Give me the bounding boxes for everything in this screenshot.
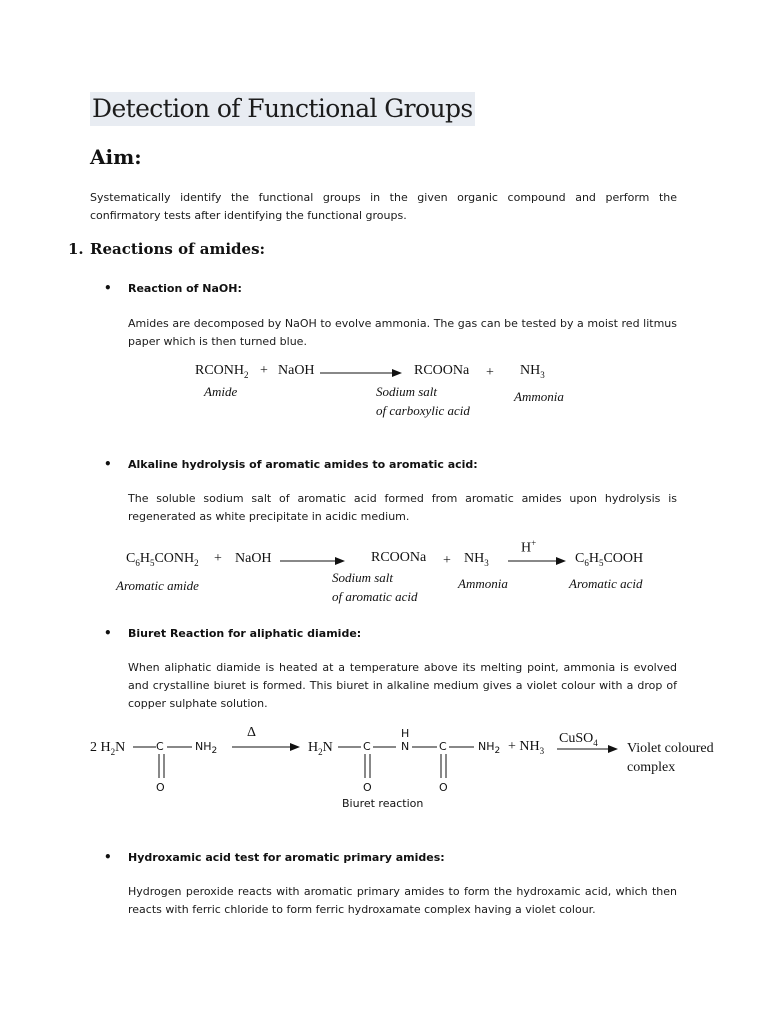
eq2-reactant-aromatic-amide: $C_6H_5CONH_2$ bbox=[126, 551, 199, 568]
eq2-reactant-naoh: NaOH bbox=[235, 551, 272, 566]
eq3-c-1: C bbox=[156, 740, 164, 753]
hydroxamic-text: Hydrogen peroxide reacts with aromatic primary amides to form the hydroxamic acid, which then reacts with ferric chloride to form ferric hydroxamate complex having a violet colour. bbox=[128, 885, 677, 916]
eq3-caption: Biuret reaction bbox=[342, 797, 424, 810]
eq3-result-line2: complex bbox=[627, 760, 676, 775]
eq1-label-amide: Amide bbox=[204, 384, 238, 399]
eq3-n: N bbox=[401, 740, 410, 753]
bullet-heading: Hydroxamic acid test for aromatic primary amides: bbox=[128, 851, 445, 864]
eq1-product-ammonia: $NH_3$ bbox=[520, 363, 545, 380]
eq2-label-salt: Sodium salt bbox=[332, 570, 394, 585]
eq3-result: Violet coloured bbox=[627, 741, 714, 756]
eq3-h2n: $H_2N$ bbox=[308, 740, 333, 757]
eq2-catalyst: H+ bbox=[521, 538, 537, 556]
eq3-nh2-2: $NH_2$ bbox=[478, 740, 501, 757]
bullet-heading: Reaction of NaOH: bbox=[128, 282, 242, 295]
eq2-plus-2: + bbox=[443, 553, 451, 568]
eq1-reactant-amide: $RCONH_2$ bbox=[195, 363, 249, 380]
eq2-product-salt: RCOONa bbox=[371, 550, 427, 565]
eq3-o-3: O bbox=[439, 781, 448, 794]
naoh-text: Amides are decomposed by NaOH to evolve ammonia. The gas can be tested by a moist red litmus paper which is then turned blue. bbox=[128, 317, 677, 348]
section-title: Reactions of amides: bbox=[90, 240, 266, 258]
bullet-dot: • bbox=[104, 457, 112, 471]
eq1-label-salt: Sodium salt bbox=[376, 384, 438, 399]
eq2-label-ammonia: Ammonia bbox=[458, 576, 508, 591]
eq2-label-aromatic-acid: Aromatic acid bbox=[569, 576, 643, 591]
eq3-reactant-coef: 2 $H_2N$ bbox=[90, 740, 126, 757]
bullet-dot: • bbox=[104, 626, 112, 640]
eq1-label-salt-line2: of carboxylic acid bbox=[376, 403, 470, 418]
eq3-plus-nh3: + $NH_3$ bbox=[508, 739, 545, 756]
eq3-nh2-1: $NH_2$ bbox=[195, 740, 218, 757]
eq2-label-aromatic-amide: Aromatic amide bbox=[116, 578, 199, 593]
biuret-text: When aliphatic diamide is heated at a temperature above its melting point, ammonia is evolved and crystalline biuret is formed. This biuret in alkaline medium gives a violet colour with a drop of copper sulphate solution. bbox=[128, 661, 677, 710]
eq2-label-salt-line2: of aromatic acid bbox=[332, 589, 418, 604]
aim-heading: Aim: bbox=[90, 145, 142, 169]
page-title: Detection of Functional Groups bbox=[90, 92, 475, 126]
eq1-plus-2: + bbox=[486, 365, 494, 380]
bullet-heading: Alkaline hydrolysis of aromatic amides to aromatic acid: bbox=[128, 458, 478, 471]
eq3-delta: Δ bbox=[247, 725, 257, 740]
eq1-plus: + bbox=[260, 363, 268, 378]
aim-text: Systematically identify the functional groups in the given organic compound and perform the confirmatory tests after identifying the functional groups. bbox=[90, 191, 677, 222]
bullet-heading: Biuret Reaction for aliphatic diamide: bbox=[128, 627, 362, 640]
eq3-c-2: C bbox=[363, 740, 371, 753]
eq3-o-2: O bbox=[363, 781, 372, 794]
eq3-o-1: O bbox=[156, 781, 165, 794]
eq2-plus: + bbox=[214, 551, 222, 566]
eq3-c-3: C bbox=[439, 740, 447, 753]
eq1-product-salt: RCOONa bbox=[414, 363, 470, 378]
section-number: 1. bbox=[68, 240, 84, 258]
hydrolysis-text: The soluble sodium salt of aromatic acid formed from aromatic amides upon hydrolysis is regenerated as white precipitate in acidic medium. bbox=[128, 492, 677, 523]
bullet-dot: • bbox=[104, 281, 112, 295]
eq3-reagent: CuSO$_4$ bbox=[559, 731, 598, 748]
eq3-h: H bbox=[401, 727, 410, 740]
eq1-reactant-naoh: NaOH bbox=[278, 363, 315, 378]
bullet-hydroxamic bbox=[104, 850, 445, 864]
eq2-product-ammonia: $NH_3$ bbox=[464, 551, 489, 568]
eq2-product-aromatic-acid: $C_6H_5COOH$ bbox=[575, 551, 644, 568]
eq1-label-ammonia: Ammonia bbox=[514, 389, 564, 404]
bullet-dot: • bbox=[104, 850, 112, 864]
